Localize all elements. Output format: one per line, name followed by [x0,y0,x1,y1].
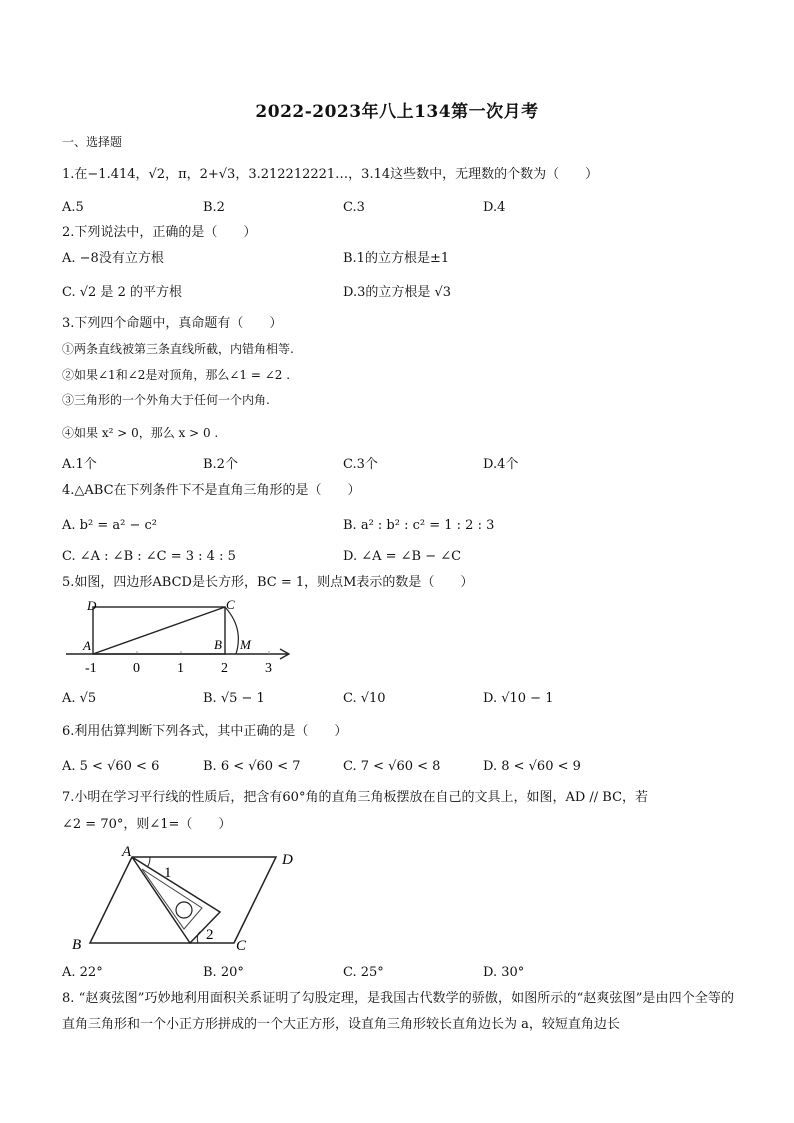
label-d: D [282,852,293,868]
ruler-hole-icon [176,902,192,918]
question-5-stem: 5.如图，四边形ABCD是长方形，BC = 1，则点M表示的数是（ ） [62,575,474,590]
question-3-stem: 3.下列四个命题中，真命题有（ ） [62,316,283,331]
question-7-parallelogram-figure [62,842,312,954]
label-c: C [236,938,247,954]
diagonal-ac [93,607,225,654]
arc-c-to-m [225,607,238,654]
question-3-option-c[interactable]: C.3个 [343,457,378,472]
question-6-stem: 6.利用估算判断下列各式，其中正确的是（ ） [62,724,348,739]
question-4-stem: 4.△ABC在下列条件下不是直角三角形的是（ ） [62,483,361,498]
question-5-option-b[interactable]: B. √5 − 1 [203,691,265,706]
question-1-option-c[interactable]: C.3 [343,200,365,215]
question-2-option-a[interactable]: A. −8没有立方根 [62,251,164,266]
question-5-option-c[interactable]: C. √10 [343,691,386,706]
question-6-option-c[interactable]: C. 7 < √60 < 8 [343,759,441,774]
label-b: B [72,937,82,953]
question-7-stem-line-2: ∠2 = 70°，则∠1=（ ） [62,817,232,832]
question-2-option-b[interactable]: B.1的立方根是±1 [343,251,450,266]
question-2-option-d[interactable]: D.3的立方根是 √3 [343,285,452,300]
question-3-option-b[interactable]: B.2个 [203,457,238,472]
angle-label-2: 2 [206,927,214,943]
question-1-option-b[interactable]: B.2 [203,200,225,215]
question-3-item-4: ④如果 x² > 0，那么 x > 0 . [62,426,219,440]
question-3-option-d[interactable]: D.4个 [483,457,519,472]
question-3-item-1: ①两条直线被第三条直线所截，内错角相等. [62,342,294,356]
question-6-option-b[interactable]: B. 6 < √60 < 7 [203,759,301,774]
question-7-option-d[interactable]: D. 30° [483,965,525,980]
triangle-ruler-inner [142,869,202,929]
question-1-option-a[interactable]: A.5 [62,200,84,215]
angle-label-1: 1 [164,865,172,881]
question-3-item-3: ③三角形的一个外角大于任何一个内角. [62,393,270,407]
question-4-option-c[interactable]: C. ∠A : ∠B : ∠C = 3 : 4 : 5 [62,549,236,564]
question-5-option-d[interactable]: D. √10 − 1 [483,691,554,706]
question-7-option-a[interactable]: A. 22° [62,965,103,980]
question-3-option-a[interactable]: A.1个 [62,457,97,472]
question-5-option-a[interactable]: A. √5 [62,691,97,706]
section-heading: 一、选择题 [62,135,123,149]
question-2-option-c[interactable]: C. √2 是 2 的平方根 [62,285,182,300]
label-a: A [83,638,91,653]
tick-label-1: 1 [177,661,184,676]
question-8-text: 8. “赵爽弦图”巧妙地利用面积关系证明了勾股定理，是我国古代数学的骄傲，如图所示的“赵爽弦图”是由四个全等的直角三角形和一个小正方形拼成的一个大正方形，设直角三角形较长直角边长为 a，较短直角边长 [62,991,734,1032]
question-5-number-line-figure [62,594,302,676]
angle-1-arc [147,857,150,867]
tick-label-3: 3 [265,661,272,676]
question-1-option-d[interactable]: D.4 [483,200,506,215]
question-4-option-b[interactable]: B. a² : b² : c² = 1 : 2 : 3 [343,518,495,533]
question-6-option-a[interactable]: A. 5 < √60 < 6 [62,759,160,774]
question-6-option-d[interactable]: D. 8 < √60 < 9 [483,759,581,774]
label-c: C [226,597,235,612]
question-4-option-d[interactable]: D. ∠A = ∠B − ∠C [343,549,462,564]
label-m: M [240,637,251,652]
parallelogram-abcd [90,857,276,943]
label-b: B [214,637,222,652]
label-d: D [87,598,97,613]
question-3-item-2: ②如果∠1和∠2是对顶角，那么∠1 = ∠2 . [62,368,291,382]
question-4-option-a[interactable]: A. b² = a² − c² [62,518,157,533]
question-7-stem-line-1: 7.小明在学习平行线的性质后，把含有60°角的直角三角板摆放在自己的文具上，如图，AD // BC，若 [62,790,649,805]
tick-label-minus-1: -1 [85,661,97,676]
question-1-stem: 1.在−1.414，√2，π，2+√3，3.212212221…，3.14这些数中，无理数的个数为（ ） [62,167,599,182]
question-7-option-b[interactable]: B. 20° [203,965,244,980]
page-title: 2022-2023年八上134第一次月考 [255,102,539,122]
tick-label-2: 2 [221,661,228,676]
tick-label-0: 0 [133,661,140,676]
question-2-stem: 2.下列说法中，正确的是（ ） [62,225,257,240]
label-a: A [122,844,132,860]
question-7-option-c[interactable]: C. 25° [343,965,384,980]
